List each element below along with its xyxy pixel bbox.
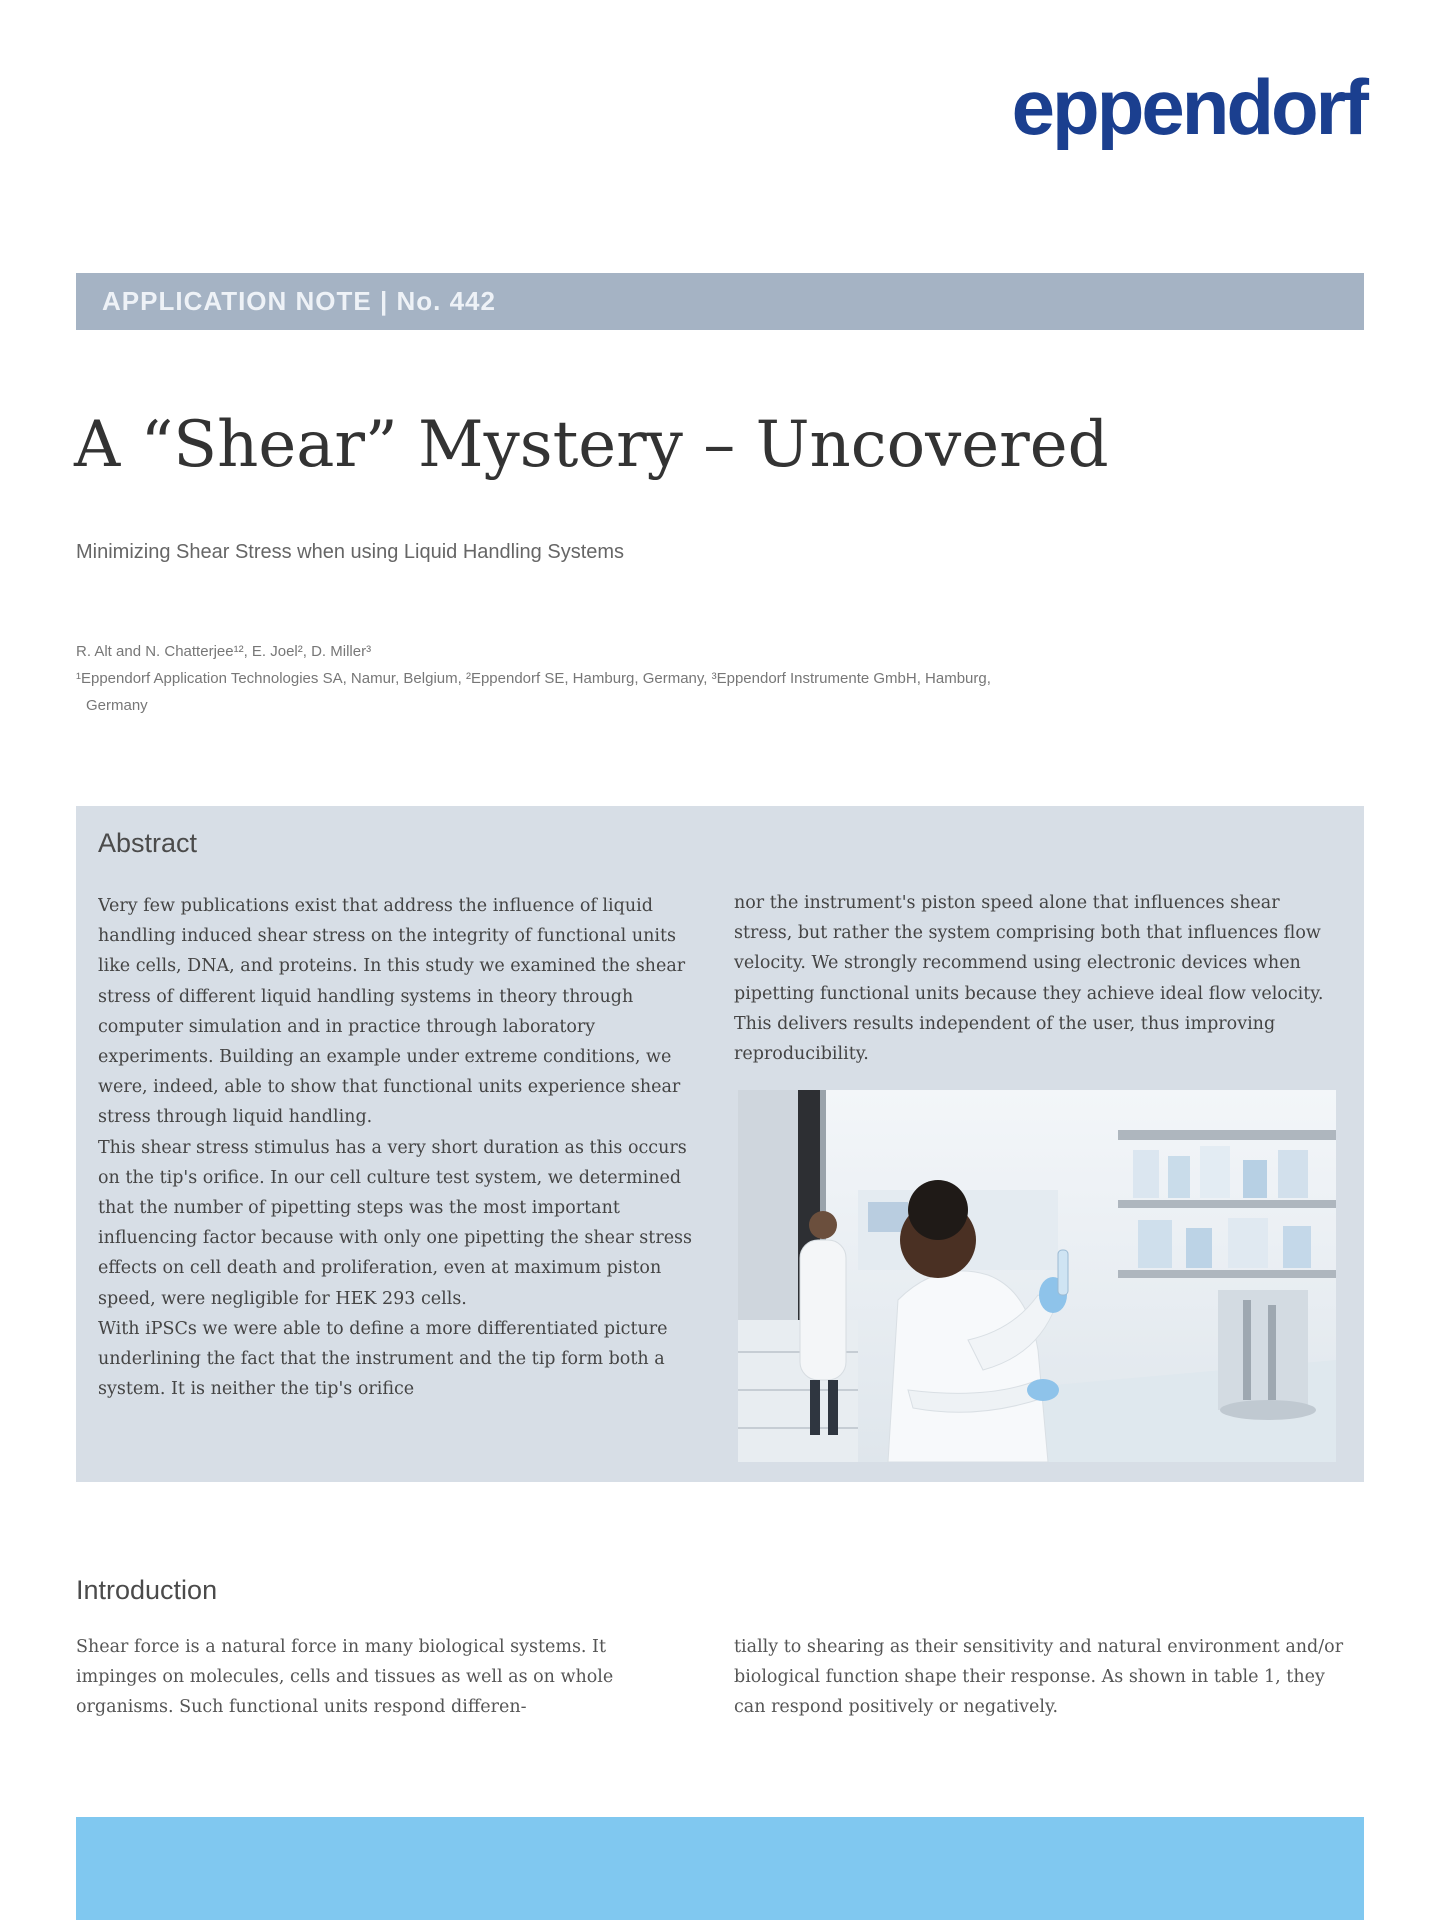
- abstract-box: [76, 806, 1364, 1482]
- authors-line: R. Alt and N. Chatterjee¹², E. Joel², D. Miller³: [76, 643, 372, 660]
- abstract-paragraph: With iPSCs we were able to define a more differentiated picture underlining the fact that the instrument and the tip form both a system. It is neither the tip's orifice: [98, 1318, 668, 1400]
- introduction-right-column: [734, 1632, 1344, 1722]
- abstract-heading: Abstract: [98, 828, 198, 858]
- page-title: A “Shear” Mystery – Uncovered: [74, 408, 1109, 482]
- abstract-right-column: [734, 888, 1339, 1069]
- lab-scientist-photo: [738, 1090, 1336, 1462]
- abstract-paragraph: This shear stress stimulus has a very short duration as this occurs on the tip's orifice. In our cell culture test system, we determined that the number of pipetting steps was the most important influencing factor because with only one pipetting the shear stress effects on cell death and proliferation, even at maximum piston speed, were negligible for HEK 293 cells.: [98, 1137, 693, 1309]
- introduction-left-column: [76, 1632, 686, 1722]
- introduction-heading: Introduction: [76, 1575, 218, 1605]
- abstract-paragraph: Very few publications exist that address the influence of liquid handling induced shear stress on the integrity of functional units like cells, DNA, and proteins. In this study we examined the shear stress of different liquid handling systems in theory through computer simulation and in practice through laboratory experiments. Building an example under extreme conditions, we were, indeed, able to show that functional units experience shear stress through liquid handling.: [98, 896, 686, 1128]
- abstract-paragraph: nor the instrument's piston speed alone that influences shear stress, but rather the system comprising both that influences flow velocity. We strongly recommend using electronic devices when pipetting functional units because they achieve ideal flow velocity. This delivers results independent of the user, thus improving reproducibility.: [734, 893, 1324, 1065]
- abstract-left-column: [98, 891, 698, 1471]
- affiliations-line-continued: Germany: [86, 697, 148, 714]
- introduction-paragraph: Shear force is a natural force in many biological systems. It impinges on molecules, cells and tissues as well as on whole organisms. Such functional units respond differen-: [76, 1637, 614, 1717]
- application-note-bar: APPLICATION NOTE | No. 442: [76, 273, 1364, 330]
- eppendorf-logo: eppendorf: [1011, 63, 1366, 151]
- page-subtitle: Minimizing Shear Stress when using Liquid Handling Systems: [76, 541, 625, 563]
- authors-block: [76, 638, 1316, 719]
- affiliations-line: ¹Eppendorf Application Technologies SA, Namur, Belgium, ²Eppendorf SE, Hamburg, Germany, ³Eppendorf Instrumente GmbH, Hamburg,: [76, 670, 991, 687]
- introduction-paragraph: tially to shearing as their sensitivity and natural environment and/or biological function shape their response. As shown in table 1, they can respond positively or negatively.: [734, 1637, 1344, 1717]
- lab-photo-illustration: [738, 1090, 1336, 1462]
- footer-color-band: [76, 1817, 1364, 1920]
